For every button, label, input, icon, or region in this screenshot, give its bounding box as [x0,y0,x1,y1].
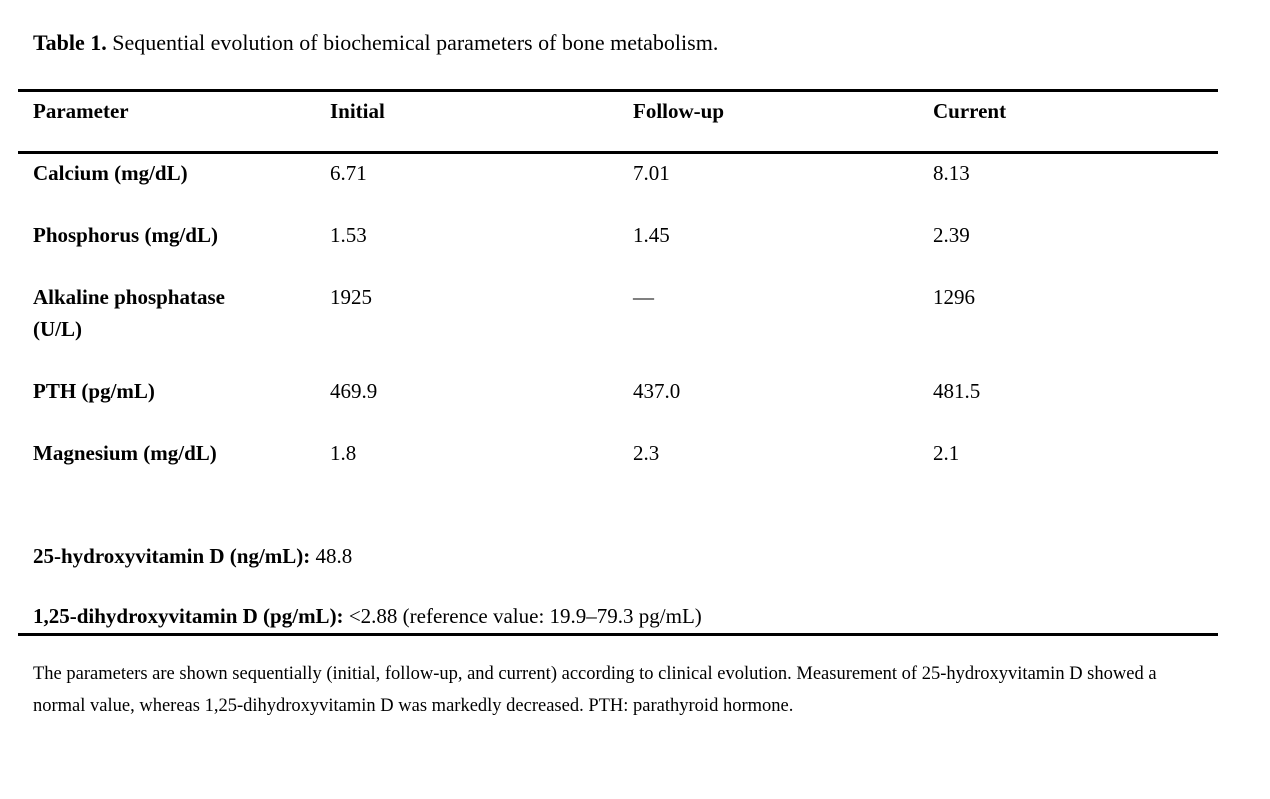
column-header-current: Current [933,99,1007,123]
cell-initial-value: 469.9 [330,379,378,403]
cell-initial-value: 6.71 [330,161,367,185]
row-label: Calcium (mg/dL) [33,161,188,185]
table-footnote: The parameters are shown sequentially (initial, follow-up, and current) according to clinical evolution. Measurement of 25-hydroxyvitamin D showed a normal value, whereas 1,25-dihydroxyvitamin D was markedly decreased. PTH: parathyroid hormone. [33,664,1157,716]
cell-current-value: 2.1 [933,441,960,465]
table-body [33,157,1218,499]
row-label: Phosphorus (mg/dL) [33,223,218,247]
table-row-magnesium [33,437,1218,469]
row-label: PTH (pg/mL) [33,379,155,403]
cell-followup-value: 7.01 [633,161,670,185]
table-caption [33,27,718,59]
cell-current-value: 2.39 [933,223,970,247]
cell-current-value: 481.5 [933,379,981,403]
table-row-calcium [33,157,1218,189]
table-caption-text: Sequential evolution of biochemical parameters of bone metabolism. [106,30,719,55]
column-header-initial: Initial [330,99,385,123]
vitamin-d-125-value: <2.88 (reference value: 19.9–79.3 pg/mL) [343,604,702,628]
cell-followup-value: — [633,285,654,309]
vitamin-d-125-line [33,600,702,632]
table-rule-top [18,89,1218,92]
cell-current-value: 1296 [933,285,975,309]
vitamin-d-25-label: 25-hydroxyvitamin D (ng/mL): [33,544,311,568]
cell-current-value: 8.13 [933,161,970,185]
table-row-alkaline-phosphatase [33,281,1218,345]
table-rule-header-bottom [18,151,1218,154]
column-header-parameter: Parameter [33,99,129,123]
column-header-followup: Follow-up [633,99,725,123]
table-row-phosphorus [33,219,1218,251]
cell-initial-value: 1925 [330,285,372,309]
cell-initial-value: 1.53 [330,223,367,247]
cell-initial-value: 1.8 [330,441,357,465]
cell-followup-value: 437.0 [633,379,681,403]
table-header-row [33,95,1218,127]
vitamin-d-125-label: 1,25-dihydroxyvitamin D (pg/mL): [33,604,344,628]
cell-followup-value: 1.45 [633,223,670,247]
table-caption-label: Table 1. [33,30,107,55]
vitamin-d-25-value: 48.8 [310,544,353,568]
row-label: Alkaline phosphatase (U/L) [33,285,225,341]
row-label: Magnesium (mg/dL) [33,441,217,465]
vitamin-d-25-line [33,540,352,572]
cell-followup-value: 2.3 [633,441,660,465]
table-row-pth [33,375,1218,407]
table-rule-bottom [18,633,1218,636]
